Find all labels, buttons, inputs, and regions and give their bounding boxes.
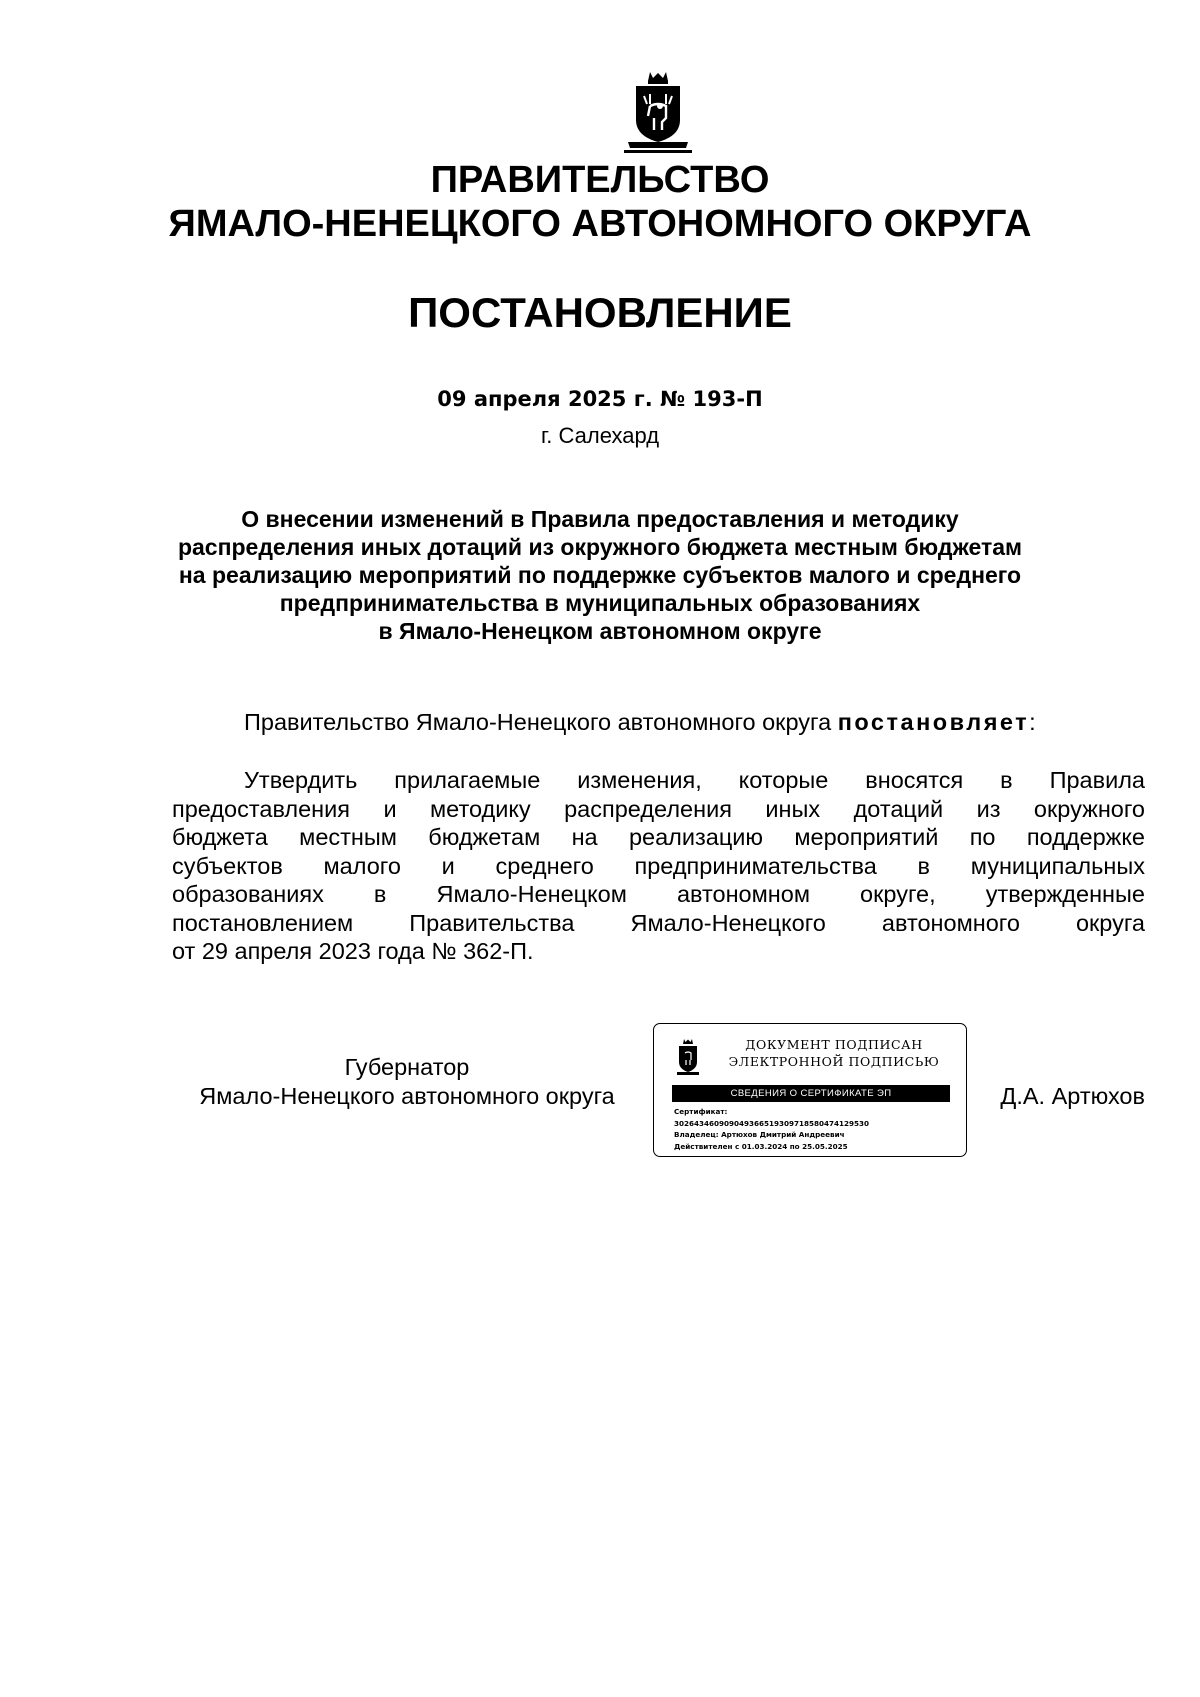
preamble-paragraph (172, 708, 1145, 737)
decree-line: Утвердить прилагаемые изменения, которые вносятся в Правила (244, 767, 1145, 793)
decree-line: субъектов малого и среднего предпринимательства в муниципальных (172, 852, 1145, 879)
decree-line: бюджета местным бюджетам на реализацию мероприятий по поддержке (172, 824, 1145, 850)
document-title (150, 505, 1050, 645)
title-line: на реализацию мероприятий по поддержке субъектов малого и среднего (178, 562, 1022, 588)
certificate-details (674, 1106, 964, 1152)
certificate-label: Сертификат: (674, 1107, 728, 1116)
document-city: г. Салехард (540, 423, 660, 448)
decree-line: предоставления и методику распределения иных дотаций из окружного (172, 795, 1145, 822)
organization-name-line2: ЯМАЛО-НЕНЕЦКОГО АВТОНОМНОГО ОКРУГА (168, 203, 1032, 245)
preamble-text: Правительство Ямало-Ненецкого автономного округа (244, 709, 832, 735)
certificate-info-bar: СВЕДЕНИЯ О СЕРТИФИКАТЕ ЭП (672, 1085, 950, 1102)
decree-line: образованиях в Ямало-Ненецком автономном округе, утвержденные (172, 881, 1145, 907)
stamp-title (714, 1036, 954, 1070)
preamble-keyword: постановляет (837, 709, 1030, 735)
signatory-name: Д.А. Артюхов (1000, 1083, 1145, 1109)
title-line: в Ямало-Ненецком автономном округе (378, 618, 822, 644)
electronic-signature-stamp (653, 1023, 967, 1157)
decree-line: от 29 апреля 2023 года № 362-П. (172, 938, 534, 964)
decree-paragraph (172, 766, 1145, 966)
document-type-heading: ПОСТАНОВЛЕНИЕ (408, 289, 792, 336)
decree-line: постановлением Правительства Ямало-Ненецкого автономного округа (172, 909, 1145, 936)
certificate-number: 302643460909049366519309718580474129530 (674, 1118, 870, 1128)
title-line: распределения иных дотаций из окружного бюджета местным бюджетам (177, 534, 1023, 560)
signatory-position (172, 1053, 642, 1111)
stamp-title-line1: ДОКУМЕНТ ПОДПИСАН (745, 1037, 923, 1052)
coat-of-arms-emblem (620, 70, 696, 154)
stamp-emblem-icon (676, 1038, 700, 1076)
signatory-title: Губернатор (344, 1054, 470, 1080)
document-date-number: 09 апреля 2025 г. № 193-П (437, 387, 763, 411)
certificate-validity: Действителен с 01.03.2024 по 25.05.2025 (674, 1141, 848, 1151)
certificate-owner: Владелец: Артюхов Дмитрий Андреевич (674, 1130, 845, 1139)
preamble-colon: : (1029, 709, 1036, 735)
organization-name-line1: ПРАВИТЕЛЬСТВО (430, 159, 770, 201)
stamp-title-line2: ЭЛЕКТРОННОЙ ПОДПИСЬЮ (728, 1054, 940, 1069)
signatory-organization: Ямало-Ненецкого автономного округа (199, 1083, 615, 1109)
title-line: О внесении изменений в Правила предоставления и методику (241, 506, 959, 532)
title-line: предпринимательства в муниципальных образованиях (279, 590, 921, 616)
